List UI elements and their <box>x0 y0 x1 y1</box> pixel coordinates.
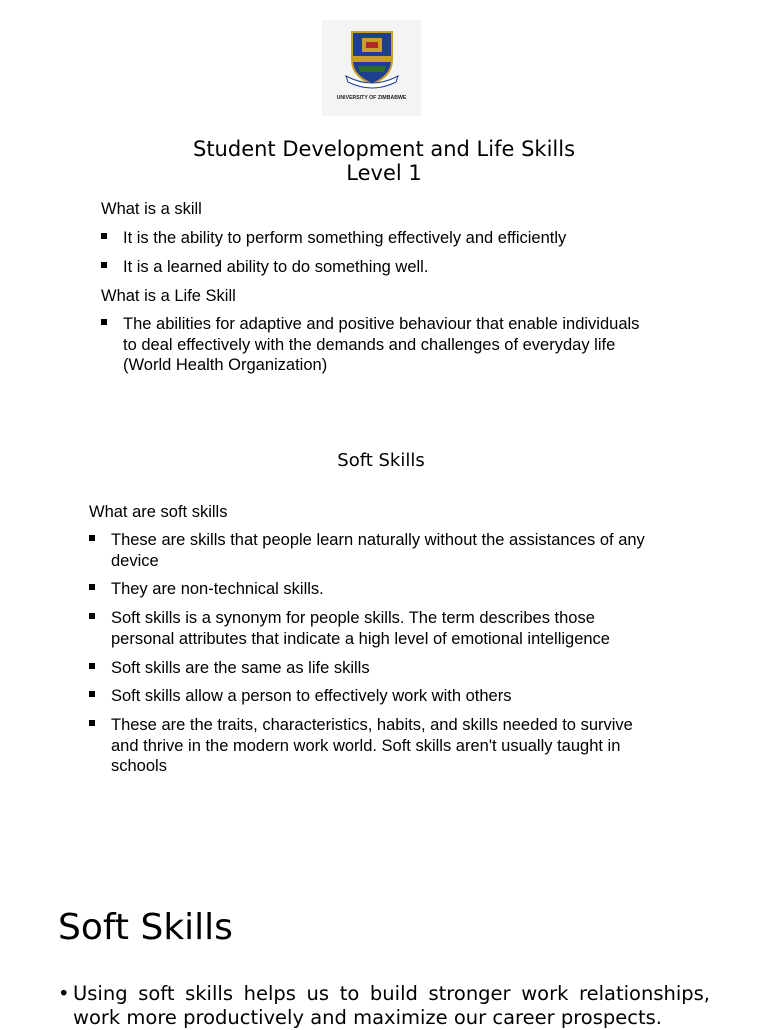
slide3-title: Soft Skills <box>58 907 233 948</box>
logo-caption: UNIVERSITY OF ZIMBABWE <box>336 95 407 101</box>
skill-bullet-list <box>101 228 661 277</box>
slide1-title-line1: Student Development and Life Skills <box>192 137 576 161</box>
square-bullet-icon <box>89 720 95 726</box>
crest-icon <box>344 30 400 92</box>
university-logo <box>322 20 421 116</box>
list-item: These are the traits, characteristics, habits, and skills needed to survive and thrive in the modern work world. Soft skills aren't usually taught in schools <box>89 715 661 777</box>
life-skill-bullet-list <box>101 314 657 376</box>
square-bullet-icon <box>101 262 107 268</box>
square-bullet-icon <box>89 584 95 590</box>
list-item: Soft skills is a synonym for people skills. The term describes those personal attributes that indicate a high level of emotional intelligence <box>89 608 661 649</box>
square-bullet-icon <box>101 233 107 239</box>
question-what-is-skill: What is a skill <box>101 200 202 218</box>
list-item: Soft skills are the same as life skills <box>89 658 661 679</box>
square-bullet-icon <box>101 319 107 325</box>
slide1-title-line2: Level 1 <box>346 161 422 185</box>
list-item: These are skills that people learn naturally without the assistances of any device <box>89 530 661 571</box>
slide3-bullet-text: Using soft skills helps us to build stronger work relationships, work more productively and maximize our career prospects. <box>73 982 710 1029</box>
list-item: They are non-technical skills. <box>89 579 661 600</box>
slide1-title <box>0 137 768 185</box>
question-what-are-soft-skills: What are soft skills <box>89 503 228 521</box>
list-item: Soft skills allow a person to effectively work with others <box>89 686 661 707</box>
square-bullet-icon <box>89 663 95 669</box>
square-bullet-icon <box>89 613 95 619</box>
round-bullet-icon: • <box>58 982 70 1005</box>
question-what-is-life-skill: What is a Life Skill <box>101 287 236 305</box>
square-bullet-icon <box>89 691 95 697</box>
list-item: The abilities for adaptive and positive behaviour that enable individuals to deal effectively with the demands and challenges of everyday life (World Health Organization) <box>101 314 657 376</box>
list-item: It is the ability to perform something effectively and efficiently <box>101 228 661 249</box>
slide3-bullet <box>58 982 710 1030</box>
soft-skills-bullet-list <box>89 530 661 777</box>
list-item: It is a learned ability to do something well. <box>101 257 661 278</box>
square-bullet-icon <box>89 535 95 541</box>
slide2-title: Soft Skills <box>337 450 425 471</box>
